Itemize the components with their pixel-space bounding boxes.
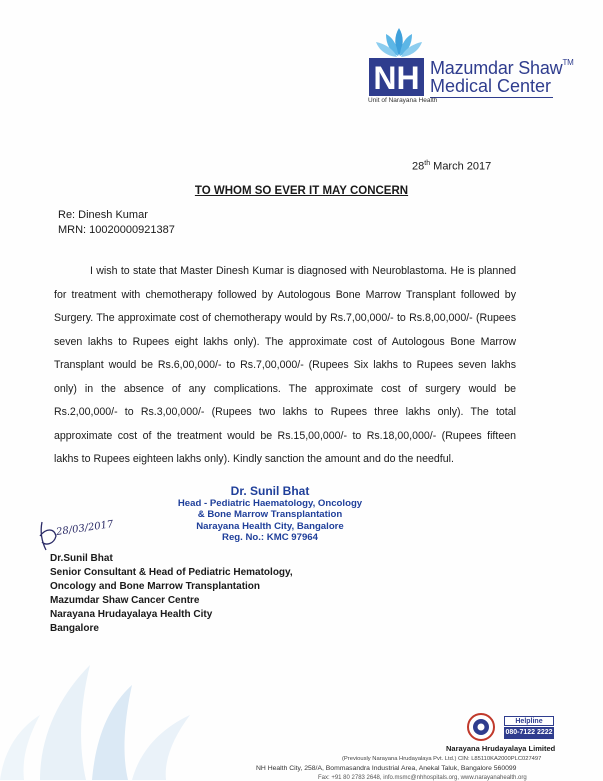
helpline-label: Helpline xyxy=(504,716,554,726)
brand-name: Mazumdar Shaw™ xyxy=(430,58,574,78)
letter-date: 28th March 2017 xyxy=(412,160,492,173)
signatory-line: Mazumdar Shaw Cancer Centre xyxy=(50,595,200,606)
footer-decoration xyxy=(0,655,230,780)
footer-contact: Fax: +91 80 2783 2648, info.msmc@nhhospitals.org, www.narayanahealth.org xyxy=(318,775,527,781)
svg-text:NH: NH xyxy=(373,60,420,96)
stamp-name: Dr. Sunil Bhat xyxy=(230,484,310,498)
helpline-badge xyxy=(504,716,554,740)
signatory-line: Oncology and Bone Marrow Transplantation xyxy=(50,581,261,592)
signature-block xyxy=(50,552,293,636)
helpline-number: 080-7122 2222 xyxy=(504,727,554,739)
brand-unit: Unit of Narayana Health xyxy=(368,97,438,104)
footer-address: NH Health City, 258/A, Bommasandra Industrial Area, Anekal Taluk, Bangalore 560099 xyxy=(256,765,517,772)
nh-logo-mark xyxy=(369,58,424,96)
signatory-line: Narayana Hrudayalaya Health City xyxy=(50,609,213,620)
hospital-logo xyxy=(366,24,574,104)
stamp-line: & Bone Marrow Transplantation xyxy=(197,509,343,520)
lotus-icon xyxy=(374,24,424,58)
signatory-line: Bangalore xyxy=(50,623,99,634)
handwritten-date: 28/03/2017 xyxy=(55,519,115,538)
letter-body xyxy=(54,260,516,472)
footer-previous-name: (Previously Narayana Hrudayalaya Pvt. Ltd.) CIN: L85110KA2000PLC027497 xyxy=(342,756,542,762)
stamp-reg: Reg. No.: KMC 97964 xyxy=(222,532,318,543)
patient-name-line: Re: Dinesh Kumar xyxy=(58,209,148,221)
stamp-line: Narayana Health City, Bangalore xyxy=(196,520,344,532)
brand-subtitle: Medical Center xyxy=(430,76,552,96)
doctor-stamp xyxy=(160,486,380,544)
signatory-line: Senior Consultant & Head of Pediatric Hematology, xyxy=(50,567,293,578)
footer-company: Narayana Hrudayalaya Limited xyxy=(446,744,556,753)
stamp-line: Head - Pediatric Haematology, Oncology xyxy=(177,497,363,509)
signatory-name: Dr.Sunil Bhat xyxy=(50,553,113,564)
body-paragraph: I wish to state that Master Dinesh Kumar is diagnosed with Neuroblastoma. He is planned for treatment with chemotherapy followed by Autologous Bone Marrow Transplant followed by Surgery. The approximate cost of chemotherapy would by Rs.7,00,000/- to Rs.8,00,000/- (Rupees seven lakhs to Rupees eight lakhs only). The approximate cost of Autologous Bone Marrow Transplant would be Rs.6,00,000/- to Rs.7,00,000/- (Rupees Six lakhs to Rupees seven lakhs only) in the absence of any complications. The approximate cost of surgery would be Rs.2,00,000/- to Rs.3,00,000/- (Rupees two lakhs to Rupees three lakhs only). The total approximate cost of the treatment would be Rs.15,00,000/- to Rs.18,00,000/- (Rupees fifteen lakhs to Rupees eighteen lakhs only). Kindly sanction the amount and do the needful. xyxy=(54,265,516,465)
mrn-line: MRN: 10020000921387 xyxy=(58,224,175,236)
accreditation-seal-icon xyxy=(466,712,496,742)
reference-block xyxy=(58,208,175,238)
letter-heading: TO WHOM SO EVER IT MAY CONCERN xyxy=(194,185,409,197)
